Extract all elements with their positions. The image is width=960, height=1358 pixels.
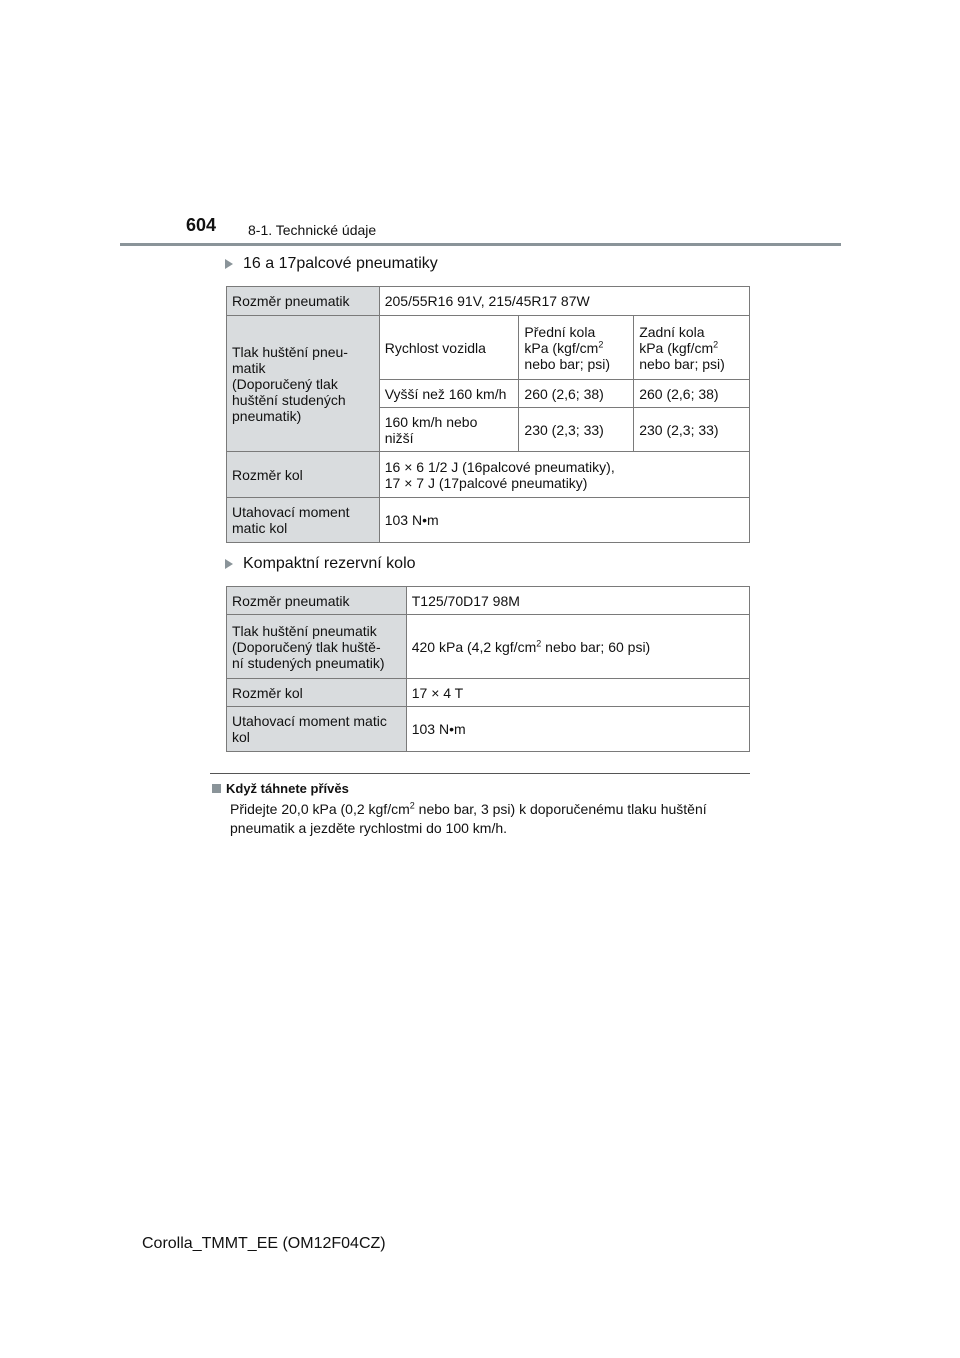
note-title-text: Když táhnete přívěs [226, 781, 349, 796]
speed-high: Vyšší než 160 km/h [379, 380, 519, 408]
wheel-size-value: 16 × 6 1/2 J (16palcové pneumatiky), 17 × 7 J (17palcové pneumatiky) [379, 452, 749, 498]
tire-size-value: 205/55R16 91V, 215/45R17 87W [379, 287, 749, 316]
rear-pressure-low: 230 (2,3; 33) [634, 408, 750, 452]
wheel-size-label: Rozměr kol [227, 679, 407, 707]
note-divider [210, 773, 750, 774]
triangle-arrow-icon [225, 259, 233, 269]
tire-size-label: Rozměr pneumatik [227, 587, 407, 615]
front-column-header: Přední kola kPa ($kgf/cm^2$ nebo bar; psi) [519, 316, 634, 380]
footer-doc-id: Corolla_TMMT_EE (OM12F04CZ) [142, 1235, 386, 1252]
wheel-size-label: Rozměr kol [227, 452, 380, 498]
note-text: Přidejte 20,0 kPa (0,2 kgf/$cm^2$ nebo bar, 3 psi) k doporučenému tlaku huštění pneumatik a jezděte rychlostmi do 100 km/h. [230, 800, 707, 836]
speed-column-header: Rychlost vozidla [379, 316, 519, 380]
tire-size-label: Rozměr pneumatik [227, 287, 380, 316]
torque-value: 103 N•m [406, 707, 749, 752]
page-number: 604 [186, 215, 217, 235]
tire-size-value: T125/70D17 98M [406, 587, 749, 615]
rear-column-header: Zadní kola kPa ($kgf/cm^2$ nebo bar; psi) [634, 316, 750, 380]
front-pressure-low: 230 (2,3; 33) [519, 408, 634, 452]
rear-pressure-high: 260 (2,6; 38) [634, 380, 750, 408]
square-bullet-icon [212, 784, 221, 793]
note-title [212, 781, 349, 796]
triangle-arrow-icon [225, 559, 233, 569]
spare-tire-spec-table [226, 586, 750, 752]
pressure-label: Tlak huštění pneu- matik (Doporučený tlak huštění studených pneumatik) [227, 316, 380, 452]
torque-value: 103 N•m [379, 498, 749, 543]
tire-spec-table [226, 286, 750, 543]
header-rule [120, 243, 841, 246]
subheading-16-17-inch [225, 255, 438, 273]
subheading-text: 16 a 17palcové pneumatiky [243, 255, 438, 272]
pressure-label: Tlak huštění pneumatik (Doporučený tlak huště- ní studených pneumatik) [227, 615, 407, 679]
speed-low: 160 km/h nebo nižší [379, 408, 519, 452]
torque-label: Utahovací moment matic kol [227, 498, 380, 543]
torque-label: Utahovací moment matic kol [227, 707, 407, 752]
section-title: 8-1. Technické údaje [248, 222, 377, 238]
wheel-size-value: 17 × 4 T [406, 679, 749, 707]
front-pressure-high: 260 (2,6; 38) [519, 380, 634, 408]
pressure-value: 420 kPa (4,2 kgf/$cm^2$ nebo bar; 60 psi) [406, 615, 749, 679]
subheading-text: Kompaktní rezervní kolo [243, 555, 416, 572]
subheading-spare-wheel [225, 555, 416, 573]
